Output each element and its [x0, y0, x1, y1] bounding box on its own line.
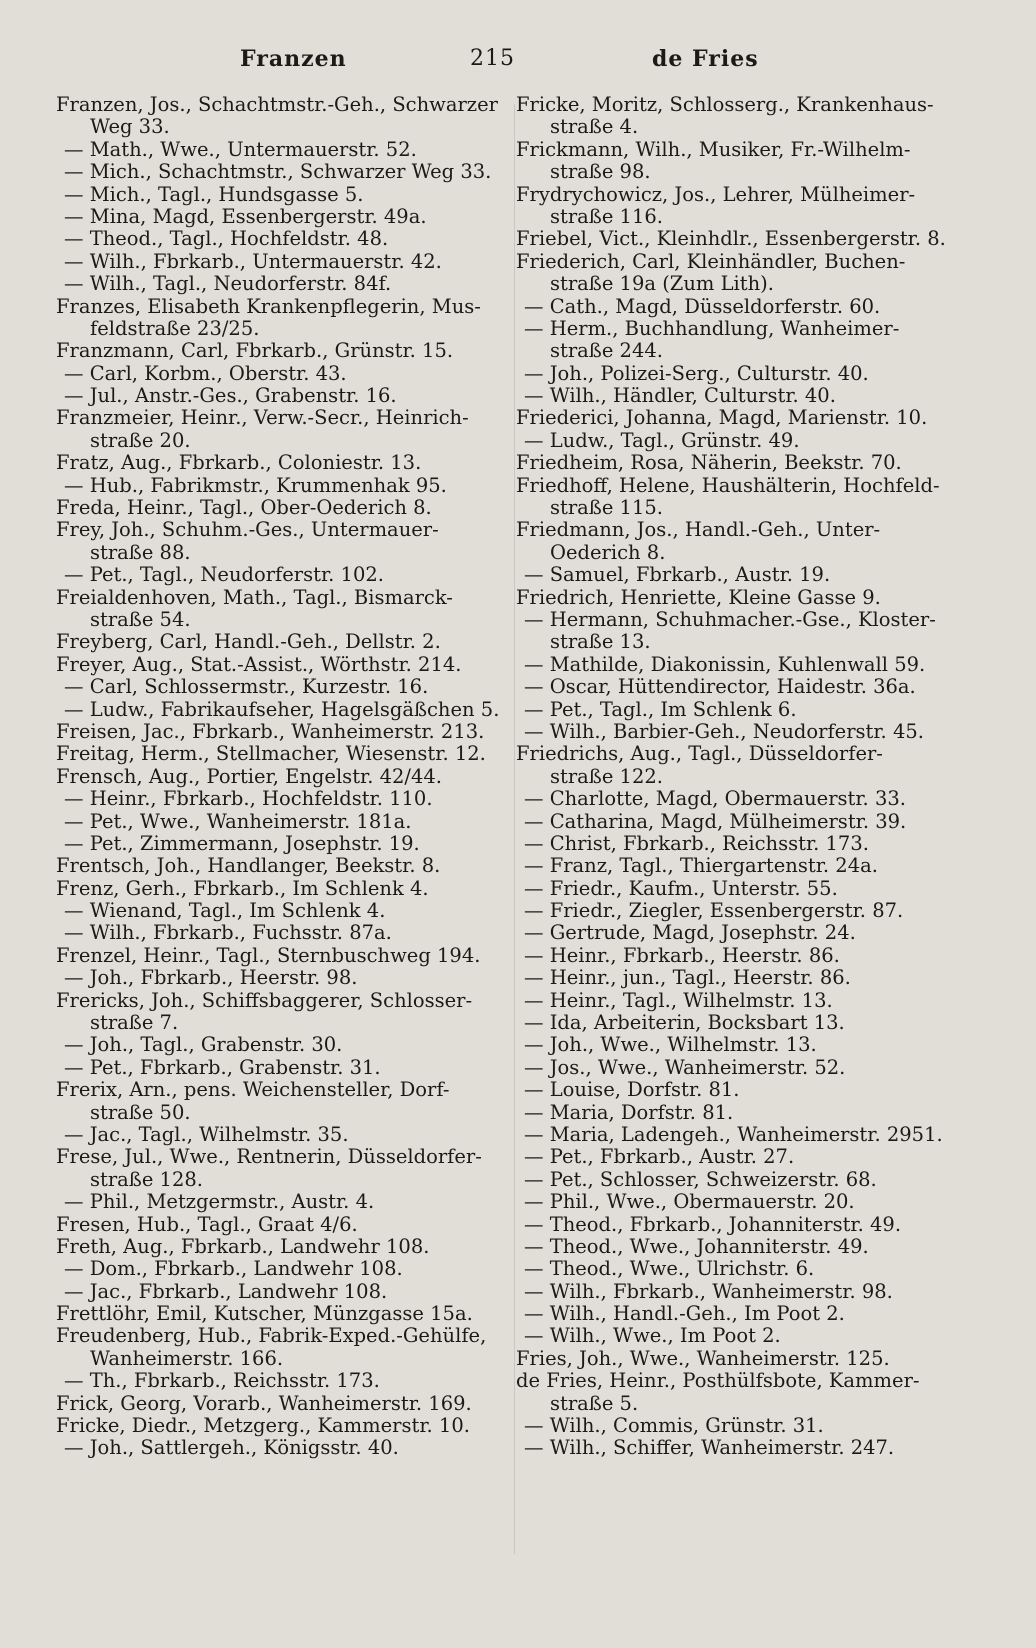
directory-line: — Th., Fbrkarb., Reichsstr. 173. [64, 1369, 380, 1393]
directory-line: Fricke, Diedr., Metzgerg., Kammerstr. 10. [56, 1414, 470, 1438]
directory-line: Frickmann, Wilh., Musiker, Fr.-Wilhelm- [516, 137, 911, 161]
directory-line: Friederici, Johanna, Magd, Marienstr. 10. [516, 406, 928, 430]
directory-line: Frese, Jul., Wwe., Rentnerin, Düsseldorfer- [56, 1145, 482, 1169]
directory-line: straße 98. [550, 160, 651, 184]
directory-line: straße 122. [550, 764, 663, 788]
directory-line: straße 13. [550, 630, 651, 654]
directory-line: — Pet., Wwe., Wanheimerstr. 181a. [64, 809, 412, 833]
directory-line: — Wilh., Handl.-Geh., Im Poot 2. [524, 1302, 845, 1326]
directory-line: — Hub., Fabrikmstr., Krummenhak 95. [64, 473, 447, 497]
directory-line: straße 5. [550, 1391, 639, 1415]
directory-line: — Gertrude, Magd, Josephstr. 24. [524, 921, 856, 945]
directory-line: — Maria, Dorfstr. 81. [524, 1100, 734, 1124]
directory-line: Frensch, Aug., Portier, Engelstr. 42/44. [56, 764, 443, 788]
directory-line: de Fries, Heinr., Posthülfsbote, Kammer- [516, 1369, 920, 1393]
directory-line: Freitag, Herm., Stellmacher, Wiesenstr. 12. [56, 742, 486, 766]
directory-line: straße 50. [90, 1100, 191, 1124]
directory-line: — Samuel, Fbrkarb., Austr. 19. [524, 563, 831, 587]
directory-line: Franzes, Elisabeth Krankenpflegerin, Mus- [56, 294, 481, 318]
directory-line: Fries, Joh., Wwe., Wanheimerstr. 125. [516, 1346, 890, 1370]
column-divider [514, 104, 515, 1554]
directory-line: — Wilh., Tagl., Neudorferstr. 84f. [64, 272, 392, 296]
directory-line: — Pet., Fbrkarb., Austr. 27. [524, 1145, 795, 1169]
directory-line: — Phil., Metzgermstr., Austr. 4. [64, 1190, 375, 1214]
directory-line: Freisen, Jac., Fbrkarb., Wanheimerstr. 213. [56, 719, 485, 743]
directory-line: — Friedr., Ziegler, Essenbergerstr. 87. [524, 899, 904, 923]
directory-line: straße 4. [550, 115, 639, 139]
directory-line: — Ludw., Fabrikaufseher, Hagelsgäßchen 5. [64, 697, 500, 721]
directory-line: straße 54. [90, 607, 191, 631]
directory-line: — Wilh., Fbrkarb., Fuchsstr. 87a. [64, 921, 392, 945]
directory-line: — Franz, Tagl., Thiergartenstr. 24a. [524, 854, 878, 878]
directory-line: — Pet., Tagl., Neudorferstr. 102. [64, 563, 384, 587]
directory-line: Frerix, Arn., pens. Weichensteller, Dorf- [56, 1078, 450, 1102]
directory-line: — Joh., Wwe., Wilhelmstr. 13. [524, 1033, 817, 1057]
right-column [516, 94, 992, 1460]
directory-line: — Wilh., Fbrkarb., Untermauerstr. 42. [64, 249, 442, 273]
directory-line: — Wilh., Schiffer, Wanheimerstr. 247. [524, 1436, 895, 1460]
directory-line: — Math., Wwe., Untermauerstr. 52. [64, 137, 417, 161]
directory-line: — Friedr., Kaufm., Unterstr. 55. [524, 876, 838, 900]
directory-line: — Christ, Fbrkarb., Reichsstr. 173. [524, 831, 869, 855]
directory-line: straße 128. [90, 1167, 203, 1191]
directory-line: — Heinr., Fbrkarb., Heerstr. 86. [524, 943, 840, 967]
directory-line: — Mich., Tagl., Hundsgasse 5. [64, 182, 364, 206]
directory-line: — Herm., Buchhandlung, Wanheimer- [524, 316, 900, 340]
directory-line: Freth, Aug., Fbrkarb., Landwehr 108. [56, 1234, 430, 1258]
directory-line: Friederich, Carl, Kleinhändler, Buchen- [516, 249, 906, 273]
header-right-keyword: de Fries [652, 46, 759, 72]
directory-line: — Jac., Tagl., Wilhelmstr. 35. [64, 1122, 349, 1146]
directory-line: Friebel, Vict., Kleinhdlr., Essenbergerstr. 8. [516, 227, 946, 251]
directory-line: straße 244. [550, 339, 663, 363]
directory-line: — Wienand, Tagl., Im Schlenk 4. [64, 899, 386, 923]
directory-line: — Wilh., Commis, Grünstr. 31. [524, 1414, 824, 1438]
directory-line: — Heinr., Fbrkarb., Hochfeldstr. 110. [64, 787, 433, 811]
directory-line: Frey, Joh., Schuhm.-Ges., Untermauer- [56, 518, 439, 542]
directory-line: feldstraße 23/25. [90, 316, 260, 340]
directory-line: — Heinr., Tagl., Wilhelmstr. 13. [524, 988, 833, 1012]
page-number: 215 [470, 46, 515, 71]
directory-line: Friedhoff, Helene, Haushälterin, Hochfeld- [516, 473, 940, 497]
directory-line: Frericks, Joh., Schiffsbaggerer, Schlosser- [56, 988, 473, 1012]
directory-line: Frenz, Gerh., Fbrkarb., Im Schlenk 4. [56, 876, 429, 900]
directory-line: Frettlöhr, Emil, Kutscher, Münzgasse 15a. [56, 1302, 473, 1326]
directory-line: — Heinr., jun., Tagl., Heerstr. 86. [524, 966, 851, 990]
directory-line: Frenzel, Heinr., Tagl., Sternbuschweg 194. [56, 943, 481, 967]
directory-line: Friedrich, Henriette, Kleine Gasse 9. [516, 585, 881, 609]
directory-line: — Jos., Wwe., Wanheimerstr. 52. [524, 1055, 846, 1079]
directory-line: — Mina, Magd, Essenbergerstr. 49a. [64, 204, 427, 228]
directory-line: — Wilh., Wwe., Im Poot 2. [524, 1324, 781, 1348]
directory-line: — Joh., Sattlergeh., Königsstr. 40. [64, 1436, 399, 1460]
directory-line: straße 115. [550, 496, 663, 520]
directory-line: — Joh., Polizei-Serg., Culturstr. 40. [524, 361, 869, 385]
directory-line: Friedrichs, Aug., Tagl., Düsseldorfer- [516, 742, 883, 766]
directory-line: Weg 33. [90, 115, 170, 139]
directory-line: — Wilh., Händler, Culturstr. 40. [524, 384, 836, 408]
directory-line: — Mathilde, Diakonissin, Kuhlenwall 59. [524, 652, 926, 676]
directory-line: — Hermann, Schuhmacher.-Gse., Kloster- [524, 607, 936, 631]
directory-line: Franzmann, Carl, Fbrkarb., Grünstr. 15. [56, 339, 454, 363]
directory-line: Frick, Georg, Vorarb., Wanheimerstr. 169. [56, 1391, 472, 1415]
directory-line: — Jac., Fbrkarb., Landwehr 108. [64, 1279, 388, 1303]
directory-line: Freialdenhoven, Math., Tagl., Bismarck- [56, 585, 453, 609]
directory-line: — Ludw., Tagl., Grünstr. 49. [524, 428, 800, 452]
directory-line: Franzen, Jos., Schachtmstr.-Geh., Schwarzer [56, 93, 498, 116]
directory-line: — Phil., Wwe., Obermauerstr. 20. [524, 1190, 855, 1214]
directory-line: Freudenberg, Hub., Fabrik-Exped.-Gehülfe, [56, 1324, 487, 1348]
directory-line: Fresen, Hub., Tagl., Graat 4/6. [56, 1212, 358, 1236]
directory-line: — Ida, Arbeiterin, Bocksbart 13. [524, 1011, 845, 1035]
directory-line: straße 7. [90, 1011, 179, 1035]
directory-line: — Mich., Schachtmstr., Schwarzer Weg 33. [64, 160, 492, 184]
directory-line: Freda, Heinr., Tagl., Ober-Oederich 8. [56, 496, 432, 520]
directory-line: Friedmann, Jos., Handl.-Geh., Unter- [516, 518, 881, 542]
directory-line: — Charlotte, Magd, Obermauerstr. 33. [524, 787, 906, 811]
directory-line: straße 88. [90, 540, 191, 564]
directory-line: — Pet., Tagl., Im Schlenk 6. [524, 697, 797, 721]
directory-line: Fricke, Moritz, Schlosserg., Krankenhaus- [516, 93, 934, 116]
page-header [0, 46, 1036, 82]
directory-line: Freyer, Aug., Stat.-Assist., Wörthstr. 214. [56, 652, 462, 676]
header-left-keyword: Franzen [240, 46, 347, 72]
directory-line: — Wilh., Barbier-Geh., Neudorferstr. 45. [524, 719, 924, 743]
directory-line: — Pet., Fbrkarb., Grabenstr. 31. [64, 1055, 381, 1079]
directory-line: — Carl, Schlossermstr., Kurzestr. 16. [64, 675, 429, 699]
directory-line: — Carl, Korbm., Oberstr. 43. [64, 361, 347, 385]
directory-line: — Maria, Ladengeh., Wanheimerstr. 2951. [524, 1122, 943, 1146]
directory-line: — Joh., Tagl., Grabenstr. 30. [64, 1033, 343, 1057]
directory-line: straße 116. [550, 204, 663, 228]
directory-line: — Louise, Dorfstr. 81. [524, 1078, 740, 1102]
directory-line: — Joh., Fbrkarb., Heerstr. 98. [64, 966, 358, 990]
directory-line: — Theod., Wwe., Johanniterstr. 49. [524, 1234, 869, 1258]
directory-line: Frentsch, Joh., Handlanger, Beekstr. 8. [56, 854, 441, 878]
directory-line: Frydrychowicz, Jos., Lehrer, Mülheimer- [516, 182, 916, 206]
directory-line: straße 20. [90, 428, 191, 452]
directory-line: Franzmeier, Heinr., Verw.-Secr., Heinrich- [56, 406, 469, 430]
directory-line: — Catharina, Magd, Mülheimerstr. 39. [524, 809, 907, 833]
directory-line: Friedheim, Rosa, Näherin, Beekstr. 70. [516, 451, 902, 475]
directory-line: — Pet., Schlosser, Schweizerstr. 68. [524, 1167, 877, 1191]
directory-line: straße 19a (Zum Lith). [550, 272, 774, 296]
directory-line: Oederich 8. [550, 540, 666, 564]
directory-line: — Jul., Anstr.-Ges., Grabenstr. 16. [64, 384, 397, 408]
directory-line: Freyberg, Carl, Handl.-Geh., Dellstr. 2. [56, 630, 441, 654]
directory-line: Wanheimerstr. 166. [90, 1346, 284, 1370]
directory-line: — Pet., Zimmermann, Josephstr. 19. [64, 831, 420, 855]
directory-line: — Wilh., Fbrkarb., Wanheimerstr. 98. [524, 1279, 893, 1303]
directory-line: — Cath., Magd, Düsseldorferstr. 60. [524, 294, 881, 318]
directory-line: — Dom., Fbrkarb., Landwehr 108. [64, 1257, 403, 1281]
left-column [56, 94, 504, 1460]
directory-line: — Theod., Tagl., Hochfeldstr. 48. [64, 227, 389, 251]
directory-line: — Theod., Fbrkarb., Johanniterstr. 49. [524, 1212, 902, 1236]
directory-line: — Oscar, Hüttendirector, Haidestr. 36a. [524, 675, 916, 699]
directory-line: — Theod., Wwe., Ulrichstr. 6. [524, 1257, 815, 1281]
directory-line: Fratz, Aug., Fbrkarb., Coloniestr. 13. [56, 451, 422, 475]
